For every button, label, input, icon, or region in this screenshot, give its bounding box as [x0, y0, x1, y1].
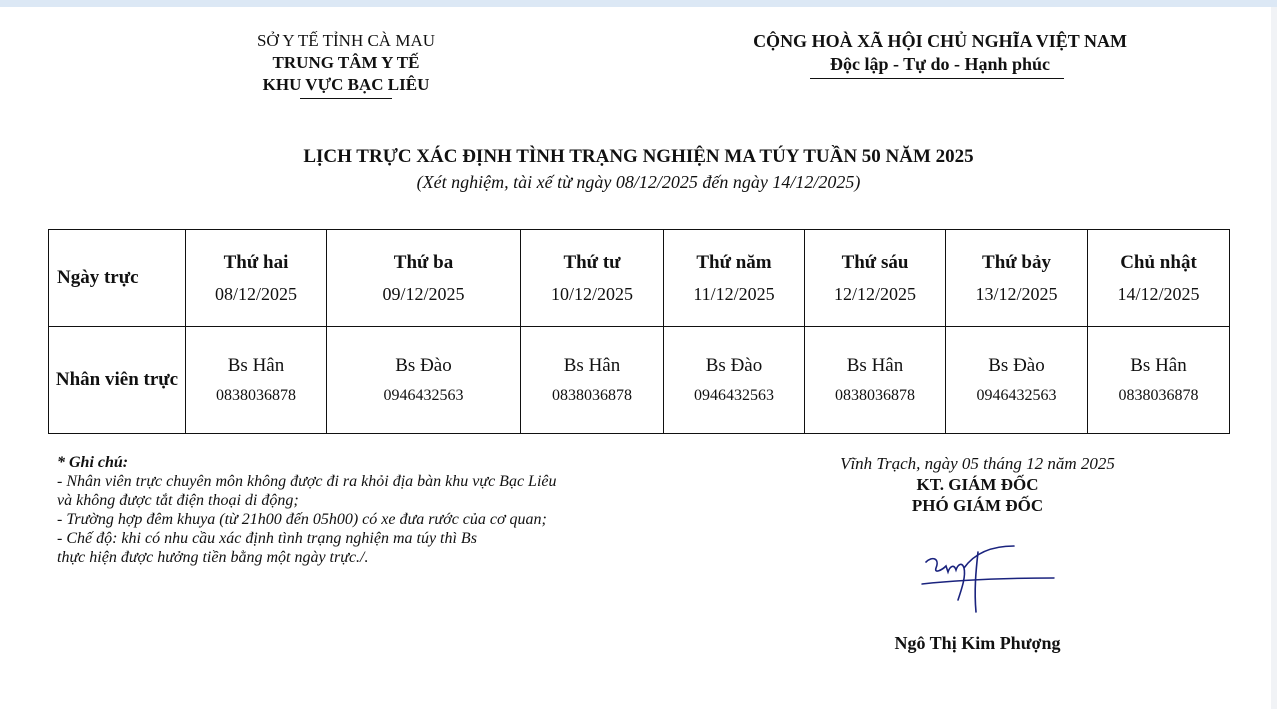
nation-name: CỘNG HOÀ XÃ HỘI CHỦ NGHĨA VIỆT NAM — [753, 31, 1127, 51]
staff-phone: 0946432563 — [694, 387, 774, 404]
day-date: 09/12/2025 — [382, 283, 465, 304]
notes-title: * Ghi chú: — [57, 454, 129, 471]
table-row — [49, 327, 1230, 434]
day-name: Thứ năm — [696, 251, 772, 273]
day-name: Thứ bảy — [982, 251, 1051, 273]
day-date: 08/12/2025 — [214, 283, 297, 304]
day-cell — [521, 230, 664, 327]
day-cell — [805, 230, 946, 327]
day-cell — [327, 230, 521, 327]
staff-phone: 0838036878 — [1118, 387, 1199, 404]
scrollbar-track[interactable] — [1271, 7, 1277, 709]
day-name: Chủ nhật — [1120, 251, 1197, 273]
staff-cell — [664, 327, 805, 434]
staff-cell — [1088, 327, 1230, 434]
window-top-bar — [0, 0, 1277, 7]
signer-name: Ngô Thị Kim Phượng — [894, 633, 1061, 653]
handwritten-signature-icon — [918, 540, 1058, 615]
day-date: 13/12/2025 — [975, 283, 1058, 304]
national-motto: Độc lập - Tự do - Hạnh phúc — [829, 54, 1051, 74]
notes-section — [57, 453, 657, 567]
staff-phone: 0946432563 — [976, 387, 1057, 404]
staff-cell — [946, 327, 1088, 434]
staff-cell — [521, 327, 664, 434]
center-name-line1: TRUNG TÂM Y TẾ — [272, 53, 420, 72]
place-date: Vĩnh Trạch, ngày 05 tháng 12 năm 2025 — [840, 454, 1115, 473]
motto-underline — [810, 78, 1064, 79]
signer-role-1: KT. GIÁM ĐỐC — [916, 475, 1039, 494]
staff-cell — [805, 327, 946, 434]
table-row — [49, 230, 1230, 327]
day-name: Thứ hai — [223, 251, 289, 273]
day-date: 14/12/2025 — [1117, 283, 1200, 304]
day-name: Thứ tư — [563, 251, 621, 273]
row-header-duty-date: Ngày trực — [49, 230, 186, 327]
row-header-duty-staff: Nhân viên trực — [49, 327, 186, 434]
center-name-line2: KHU VỰC BẠC LIÊU — [262, 75, 430, 94]
staff-name: Bs Hân — [846, 355, 904, 376]
day-cell — [946, 230, 1088, 327]
signature-block — [800, 453, 1155, 516]
document-subtitle: (Xét nghiệm, tài xế từ ngày 08/12/2025 đến ngày 14/12/2025) — [416, 172, 861, 192]
note-line: - Trường hợp đêm khuya (từ 21h00 đến 05h00) có xe đưa rước của cơ quan; — [57, 511, 547, 528]
duty-schedule-table — [48, 229, 1230, 434]
staff-name: Bs Hân — [563, 355, 621, 376]
day-name: Thứ ba — [393, 251, 454, 273]
note-line: thực hiện được hưởng tiền bằng một ngày trực./. — [57, 549, 369, 566]
document-title: LỊCH TRỰC XÁC ĐỊNH TÌNH TRẠNG NGHIỆN MA TÚY TUẦN 50 NĂM 2025 — [303, 146, 974, 167]
note-line: - Nhân viên trực chuyên môn không được đi ra khỏi địa bàn khu vực Bạc Liêu — [57, 473, 557, 490]
department-name: SỞ Y TẾ TỈNH CÀ MAU — [256, 31, 436, 50]
national-header — [690, 30, 1190, 76]
day-cell — [1088, 230, 1230, 327]
note-line: và không được tắt điện thoại di động; — [57, 492, 299, 509]
issuer-underline — [300, 98, 392, 99]
day-name: Thứ sáu — [841, 251, 909, 273]
issuer-header — [200, 30, 492, 96]
staff-name: Bs Hân — [227, 355, 285, 376]
day-cell — [664, 230, 805, 327]
staff-phone: 0946432563 — [383, 387, 464, 404]
staff-name: Bs Đào — [395, 355, 452, 376]
staff-phone: 0838036878 — [835, 387, 915, 404]
signer-role-2: PHÓ GIÁM ĐỐC — [911, 496, 1044, 515]
staff-name: Bs Hân — [1130, 355, 1187, 376]
day-date: 12/12/2025 — [833, 283, 916, 304]
day-cell — [186, 230, 327, 327]
staff-cell — [327, 327, 521, 434]
staff-cell — [186, 327, 327, 434]
staff-name: Bs Đào — [705, 355, 763, 376]
staff-phone: 0838036878 — [216, 387, 296, 404]
day-date: 10/12/2025 — [550, 283, 633, 304]
day-date: 11/12/2025 — [693, 283, 775, 304]
staff-phone: 0838036878 — [552, 387, 632, 404]
staff-name: Bs Đào — [988, 355, 1045, 376]
note-line: - Chế độ: khi có nhu cầu xác định tình trạng nghiện ma túy thì Bs — [57, 530, 477, 547]
